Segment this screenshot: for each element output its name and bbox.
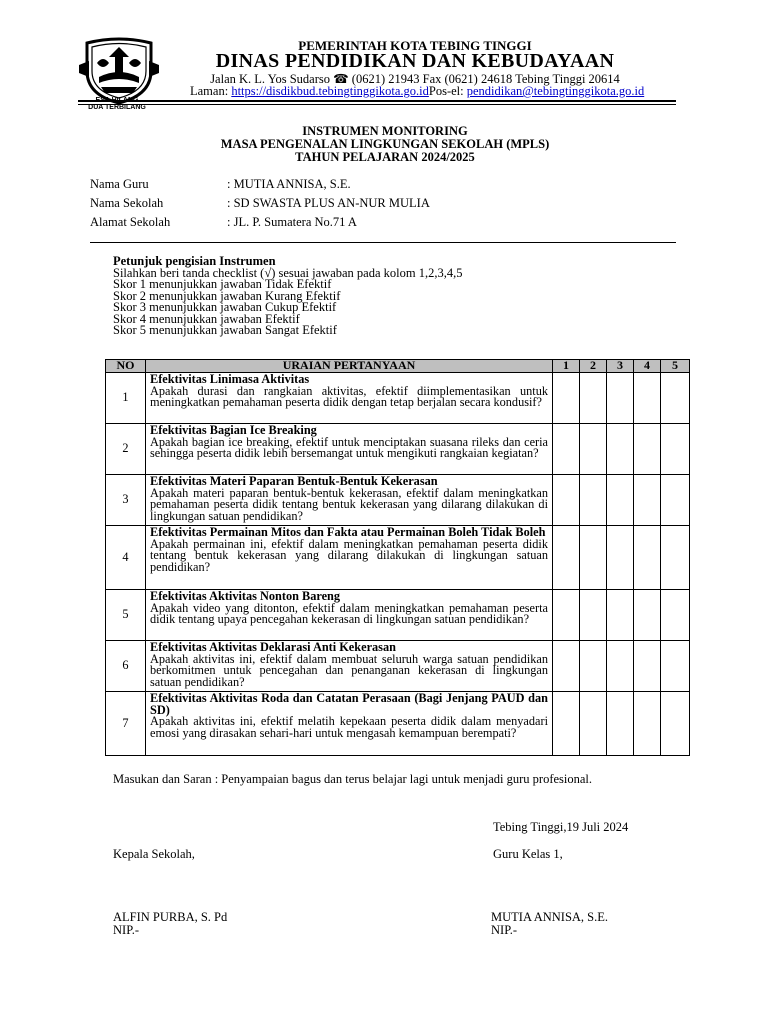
header-question: URAIAN PERTANYAAN [146, 360, 553, 373]
score-5-checkbox[interactable] [661, 424, 690, 475]
question-cell [146, 641, 553, 692]
row-number: 6 [106, 641, 146, 692]
header-no: NO [106, 360, 146, 373]
table-row [106, 641, 690, 692]
score-1-checkbox[interactable] [553, 692, 580, 756]
question-cell [146, 424, 553, 475]
question-cell [146, 373, 553, 424]
score-2-checkbox[interactable] [580, 373, 607, 424]
score-4-checkbox[interactable] [634, 373, 661, 424]
score-3-checkbox[interactable] [607, 590, 634, 641]
question-title: Efektivitas Aktivitas Deklarasi Anti Kekerasan [150, 640, 396, 654]
row-number: 2 [106, 424, 146, 475]
instruction-line: Skor 2 menunjukkan jawaban Kurang Efektif [113, 288, 341, 303]
school-address-label: Alamat Sekolah [90, 215, 171, 229]
table-row [106, 424, 690, 475]
score-4-checkbox[interactable] [634, 526, 661, 590]
instructions-heading: Petunjuk pengisian Instrumen [113, 254, 276, 268]
email-label: Pos-el: [428, 84, 464, 98]
score-2-checkbox[interactable] [580, 475, 607, 526]
teacher-name-label: Nama Guru [90, 177, 149, 191]
score-3-checkbox[interactable] [607, 475, 634, 526]
principal-role: Kepala Sekolah, [113, 847, 195, 861]
score-1-checkbox[interactable] [553, 590, 580, 641]
header-score-3: 3 [607, 360, 634, 373]
document-title-line-2: MASA PENGENALAN LINGKUNGAN SEKOLAH (MPLS) [220, 137, 550, 151]
letterhead-rule-thin [78, 104, 676, 105]
teacher-name: MUTIA ANNISA, S.E. [491, 910, 609, 924]
logo-motto-line-1: ESA HILANG [95, 97, 139, 104]
web-label: Laman: [190, 84, 229, 98]
score-2-checkbox[interactable] [580, 641, 607, 692]
score-4-checkbox[interactable] [634, 590, 661, 641]
school-address-value: : JL. P. Sumatera No.71 A [227, 215, 357, 229]
header-score-4: 4 [634, 360, 661, 373]
department-name: DINAS PENDIDIKAN DAN KEBUDAYAAN [215, 50, 615, 72]
instruction-line: Silahkan beri tanda checklist (√) sesuai jawaban pada kolom 1,2,3,4,5 [113, 265, 463, 280]
table-row [106, 692, 690, 756]
question-text: Apakah aktivitas ini, efektif melatih kepekaan peserta didik dalam menyadari emosi yang dirasakan sehari-hari untuk mengasah kemampuan berempati? [150, 714, 548, 740]
header-score-5: 5 [661, 360, 690, 373]
question-cell [146, 590, 553, 641]
instruction-line: Skor 1 menunjukkan jawaban Tidak Efektif [113, 277, 332, 291]
table-row [106, 526, 690, 590]
score-2-checkbox[interactable] [580, 424, 607, 475]
question-title: Efektivitas Permainan Mitos dan Fakta atau Permainan Boleh Tidak Boleh [150, 525, 546, 539]
score-3-checkbox[interactable] [607, 692, 634, 756]
score-1-checkbox[interactable] [553, 526, 580, 590]
instruction-line: Skor 3 menunjukkan jawaban Cukup Efektif [113, 300, 337, 314]
question-text: Apakah aktivitas ini, efektif dalam membuat seluruh warga satuan pendidikan berkomitmen untuk pencegahan dan penanganan kekerasan di lingkungan satuan pendidikan? [150, 651, 548, 689]
monitoring-table [105, 359, 690, 756]
email-link[interactable]: pendidikan@tebingtinggikota.go.id [466, 84, 645, 98]
question-title: Efektivitas Aktivitas Nonton Bareng [150, 589, 341, 603]
row-number: 3 [106, 475, 146, 526]
score-2-checkbox[interactable] [580, 692, 607, 756]
score-3-checkbox[interactable] [607, 526, 634, 590]
score-5-checkbox[interactable] [661, 692, 690, 756]
question-title: Efektivitas Materi Paparan Bentuk-Bentuk Kekerasan [150, 474, 438, 488]
score-1-checkbox[interactable] [553, 373, 580, 424]
score-3-checkbox[interactable] [607, 373, 634, 424]
instruction-line: Skor 4 menunjukkan jawaban Efektif [113, 311, 300, 326]
table-header-row [106, 360, 690, 373]
score-3-checkbox[interactable] [607, 424, 634, 475]
score-5-checkbox[interactable] [661, 590, 690, 641]
score-5-checkbox[interactable] [661, 526, 690, 590]
principal-name: ALFIN PURBA, S. Pd [113, 910, 228, 924]
question-cell [146, 526, 553, 590]
header-score-2: 2 [580, 360, 607, 373]
row-number: 5 [106, 590, 146, 641]
principal-nip: NIP.- [113, 923, 140, 937]
logo-motto-line-2: DUA TERBILANG [88, 104, 146, 111]
question-text: Apakah permainan ini, efektif dalam meningkatkan pemahaman peserta didik tentang bentuk kekerasan yang dilarang dilakukan di lingkungan satuan pendidikan? [150, 536, 548, 574]
place-date: Tebing Tinggi,19 Juli 2024 [493, 820, 629, 834]
department-address: Jalan K. L. Yos Sudarso ☎ (0621) 21943 Fax (0621) 24618 Tebing Tinggi 20614 [210, 72, 620, 86]
government-name: PEMERINTAH KOTA TEBING TINGGI [298, 38, 532, 53]
teacher-name-value: : MUTIA ANNISA, S.E. [227, 177, 351, 191]
table-row [106, 373, 690, 424]
contact-line [190, 84, 644, 99]
score-5-checkbox[interactable] [661, 475, 690, 526]
question-title: Efektivitas Linimasa Aktivitas [150, 372, 310, 386]
letterhead-rule-thick [78, 100, 676, 102]
header-score-1: 1 [553, 360, 580, 373]
score-1-checkbox[interactable] [553, 475, 580, 526]
score-5-checkbox[interactable] [661, 641, 690, 692]
table-row [106, 475, 690, 526]
question-text: Apakah video yang ditonton, efektif dalam meningkatkan pemahaman peserta didik tentang upaya pencegahan kekerasan di lingkungan satuan pendidikan? [150, 600, 548, 626]
teacher-role: Guru Kelas 1, [493, 847, 563, 861]
question-cell [146, 692, 553, 756]
question-text: Apakah durasi dan rangkaian aktivitas, efektif diimplementasikan untuk meningkatkan pemahaman peserta didik dengan tetap berjalan secara kondusif? [150, 383, 548, 409]
school-name-label: Nama Sekolah [90, 196, 164, 210]
instruction-line: Skor 5 menunjukkan jawaban Sangat Efektif [113, 323, 337, 337]
suggestion-text: Masukan dan Saran : Penyampaian bagus dan terus belajar lagi untuk menjadi guru profesional. [113, 772, 593, 786]
score-1-checkbox[interactable] [553, 641, 580, 692]
score-4-checkbox[interactable] [634, 424, 661, 475]
score-5-checkbox[interactable] [661, 373, 690, 424]
score-4-checkbox[interactable] [634, 641, 661, 692]
score-4-checkbox[interactable] [634, 475, 661, 526]
row-number: 4 [106, 526, 146, 590]
score-3-checkbox[interactable] [607, 641, 634, 692]
score-2-checkbox[interactable] [580, 526, 607, 590]
info-separator [90, 242, 676, 243]
question-cell [146, 475, 553, 526]
document-title-line-1: INSTRUMEN MONITORING [302, 124, 468, 138]
question-text: Apakah materi paparan bentuk-bentuk kekerasan, efektif dalam meningkatkan pemahaman peserta didik tentang bentuk kekerasan yang dilarang dilakukan di lingkungan satuan pendidikan? [150, 485, 548, 523]
website-link[interactable]: https://disdikbud.tebingtinggikota.go.id [231, 84, 429, 98]
document-title-line-3: TAHUN PELAJARAN 2024/2025 [295, 150, 475, 164]
question-text: Apakah bagian ice breaking, efektif untuk menciptakan suasana rileks dan ceria sehingga peserta didik lebih bersemangat untuk mengikuti rangkaian kegiatan? [150, 434, 548, 460]
question-title: Efektivitas Bagian Ice Breaking [150, 423, 317, 437]
instructions-block [113, 256, 462, 337]
score-2-checkbox[interactable] [580, 590, 607, 641]
school-name-value: : SD SWASTA PLUS AN-NUR MULIA [227, 196, 430, 210]
score-4-checkbox[interactable] [634, 692, 661, 756]
row-number: 1 [106, 373, 146, 424]
question-title: Efektivitas Aktivitas Roda dan Catatan Perasaan (Bagi Jenjang PAUD dan SD) [150, 691, 548, 717]
row-number: 7 [106, 692, 146, 756]
table-row [106, 590, 690, 641]
teacher-nip: NIP.- [491, 923, 518, 937]
score-1-checkbox[interactable] [553, 424, 580, 475]
